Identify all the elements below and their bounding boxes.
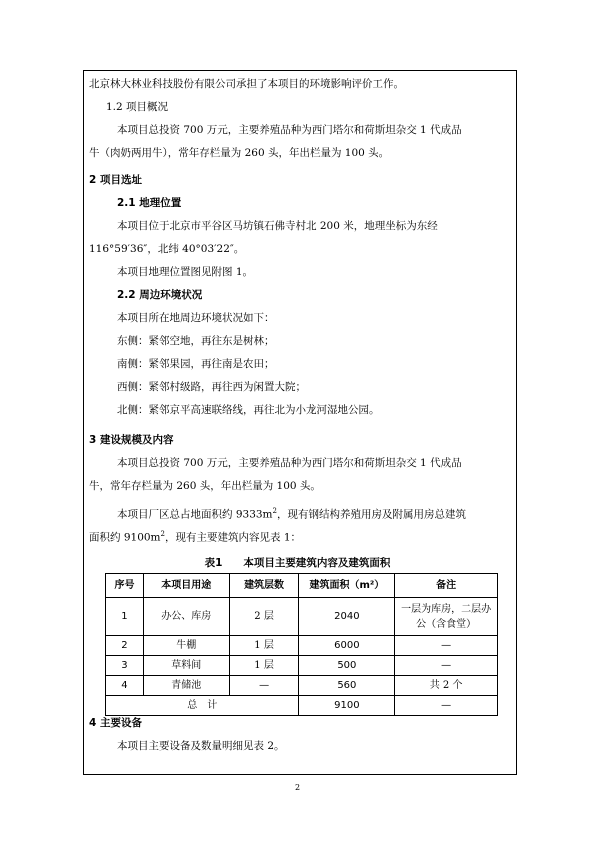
s1-2-para-line2: 牛（肉奶两用牛），常年存栏量为 260 头，年出栏量为 100 头。 (89, 147, 390, 159)
s2-2-west: 西侧：紧邻村级路，再往西为闲置大院； (117, 381, 306, 393)
s2-1-para-line2: 116°59′36″，北纬 40°03′22″。 (89, 243, 245, 255)
table-header: 本项目用途 (143, 574, 229, 598)
heading-2: 2 项目选址 (89, 174, 142, 186)
table-total-value: 9100 (299, 696, 395, 716)
intro-line: 北京林大林业科技股份有限公司承担了本项目的环境影响评价工作。 (89, 78, 404, 90)
table1 (105, 573, 498, 716)
table-cell: 3 (106, 656, 144, 676)
table-cell: 1 层 (229, 656, 299, 676)
heading-2-2: 2.2 周边环境状况 (117, 289, 203, 301)
table-cell: — (395, 656, 498, 676)
s2-2-intro: 本项目所在地周边环境状况如下： (117, 312, 275, 324)
table-row (106, 598, 498, 636)
table-cell: 4 (106, 676, 144, 696)
s2-2-east: 东侧：紧邻空地，再往东是树林； (117, 335, 275, 347)
s2-2-south: 南侧：紧邻果园，再往南是农田； (117, 358, 275, 370)
heading-1-2: 1.2 项目概况 (106, 101, 169, 113)
table-cell: 一层为库房，二层办公（含食堂） (395, 598, 498, 636)
table-header: 序号 (106, 574, 144, 598)
heading-3: 3 建设规模及内容 (89, 434, 174, 446)
table-row (106, 676, 498, 696)
table-cell: 青储池 (143, 676, 229, 696)
heading-2-1: 2.1 地理位置 (117, 197, 182, 209)
table-header: 备注 (395, 574, 498, 598)
table-total-note: — (395, 696, 498, 716)
table-cell: 共 2 个 (395, 676, 498, 696)
table-cell: 2 (106, 636, 144, 656)
table-header: 建筑面积（m²） (299, 574, 395, 598)
table-cell: 牛棚 (143, 636, 229, 656)
s2-1-para-line1: 本项目位于北京市平谷区马坊镇石佛寺村北 200 米，地理坐标为东经 (117, 220, 438, 232)
table-header: 建筑层数 (229, 574, 299, 598)
s1-2-para-line1: 本项目总投资 700 万元，主要养殖品种为西门塔尔和荷斯坦杂交 1 代成品 (117, 124, 462, 136)
table-row (106, 636, 498, 656)
s3-para2-line2: 面积约 $9100m^2$，现有主要建筑内容见表 1： (89, 530, 302, 544)
heading-4: 4 主要设备 (89, 717, 142, 729)
table-cell: — (229, 676, 299, 696)
table-cell: 6000 (299, 636, 395, 656)
table-cell: 办公、库房 (143, 598, 229, 636)
s3-para2-line1: 本项目厂区总占地面积约 $9333m^2$，现有钢结构养殖用房及附属用房总建筑 (117, 507, 466, 521)
table-total-label: 总 计 (106, 696, 299, 716)
table-cell: 1 (106, 598, 144, 636)
table-cell: 草料间 (143, 656, 229, 676)
table-total-row (106, 696, 498, 716)
s3-para1-line1: 本项目总投资 700 万元，主要养殖品种为西门塔尔和荷斯坦杂交 1 代成品 (117, 457, 462, 469)
table-cell: 500 (299, 656, 395, 676)
table-header-row (106, 574, 498, 598)
table-cell: 560 (299, 676, 395, 696)
s4-para: 本项目主要设备及数量明细见表 2。 (117, 740, 285, 752)
s2-1-ref: 本项目地理位置图见附图 1。 (117, 266, 254, 278)
page-number: 2 (294, 783, 301, 792)
table-cell: 2040 (299, 598, 395, 636)
table-cell: 2 层 (229, 598, 299, 636)
s3-para1-line2: 牛，常年存栏量为 260 头，年出栏量为 100 头。 (89, 480, 321, 492)
table-row (106, 656, 498, 676)
table1-caption: 表1 本项目主要建筑内容及建筑面积 (204, 557, 391, 569)
table-cell: 1 层 (229, 636, 299, 656)
s2-2-north: 北侧：紧邻京平高速联络线，再往北为小龙河湿地公园。 (117, 404, 380, 416)
table-cell: — (395, 636, 498, 656)
